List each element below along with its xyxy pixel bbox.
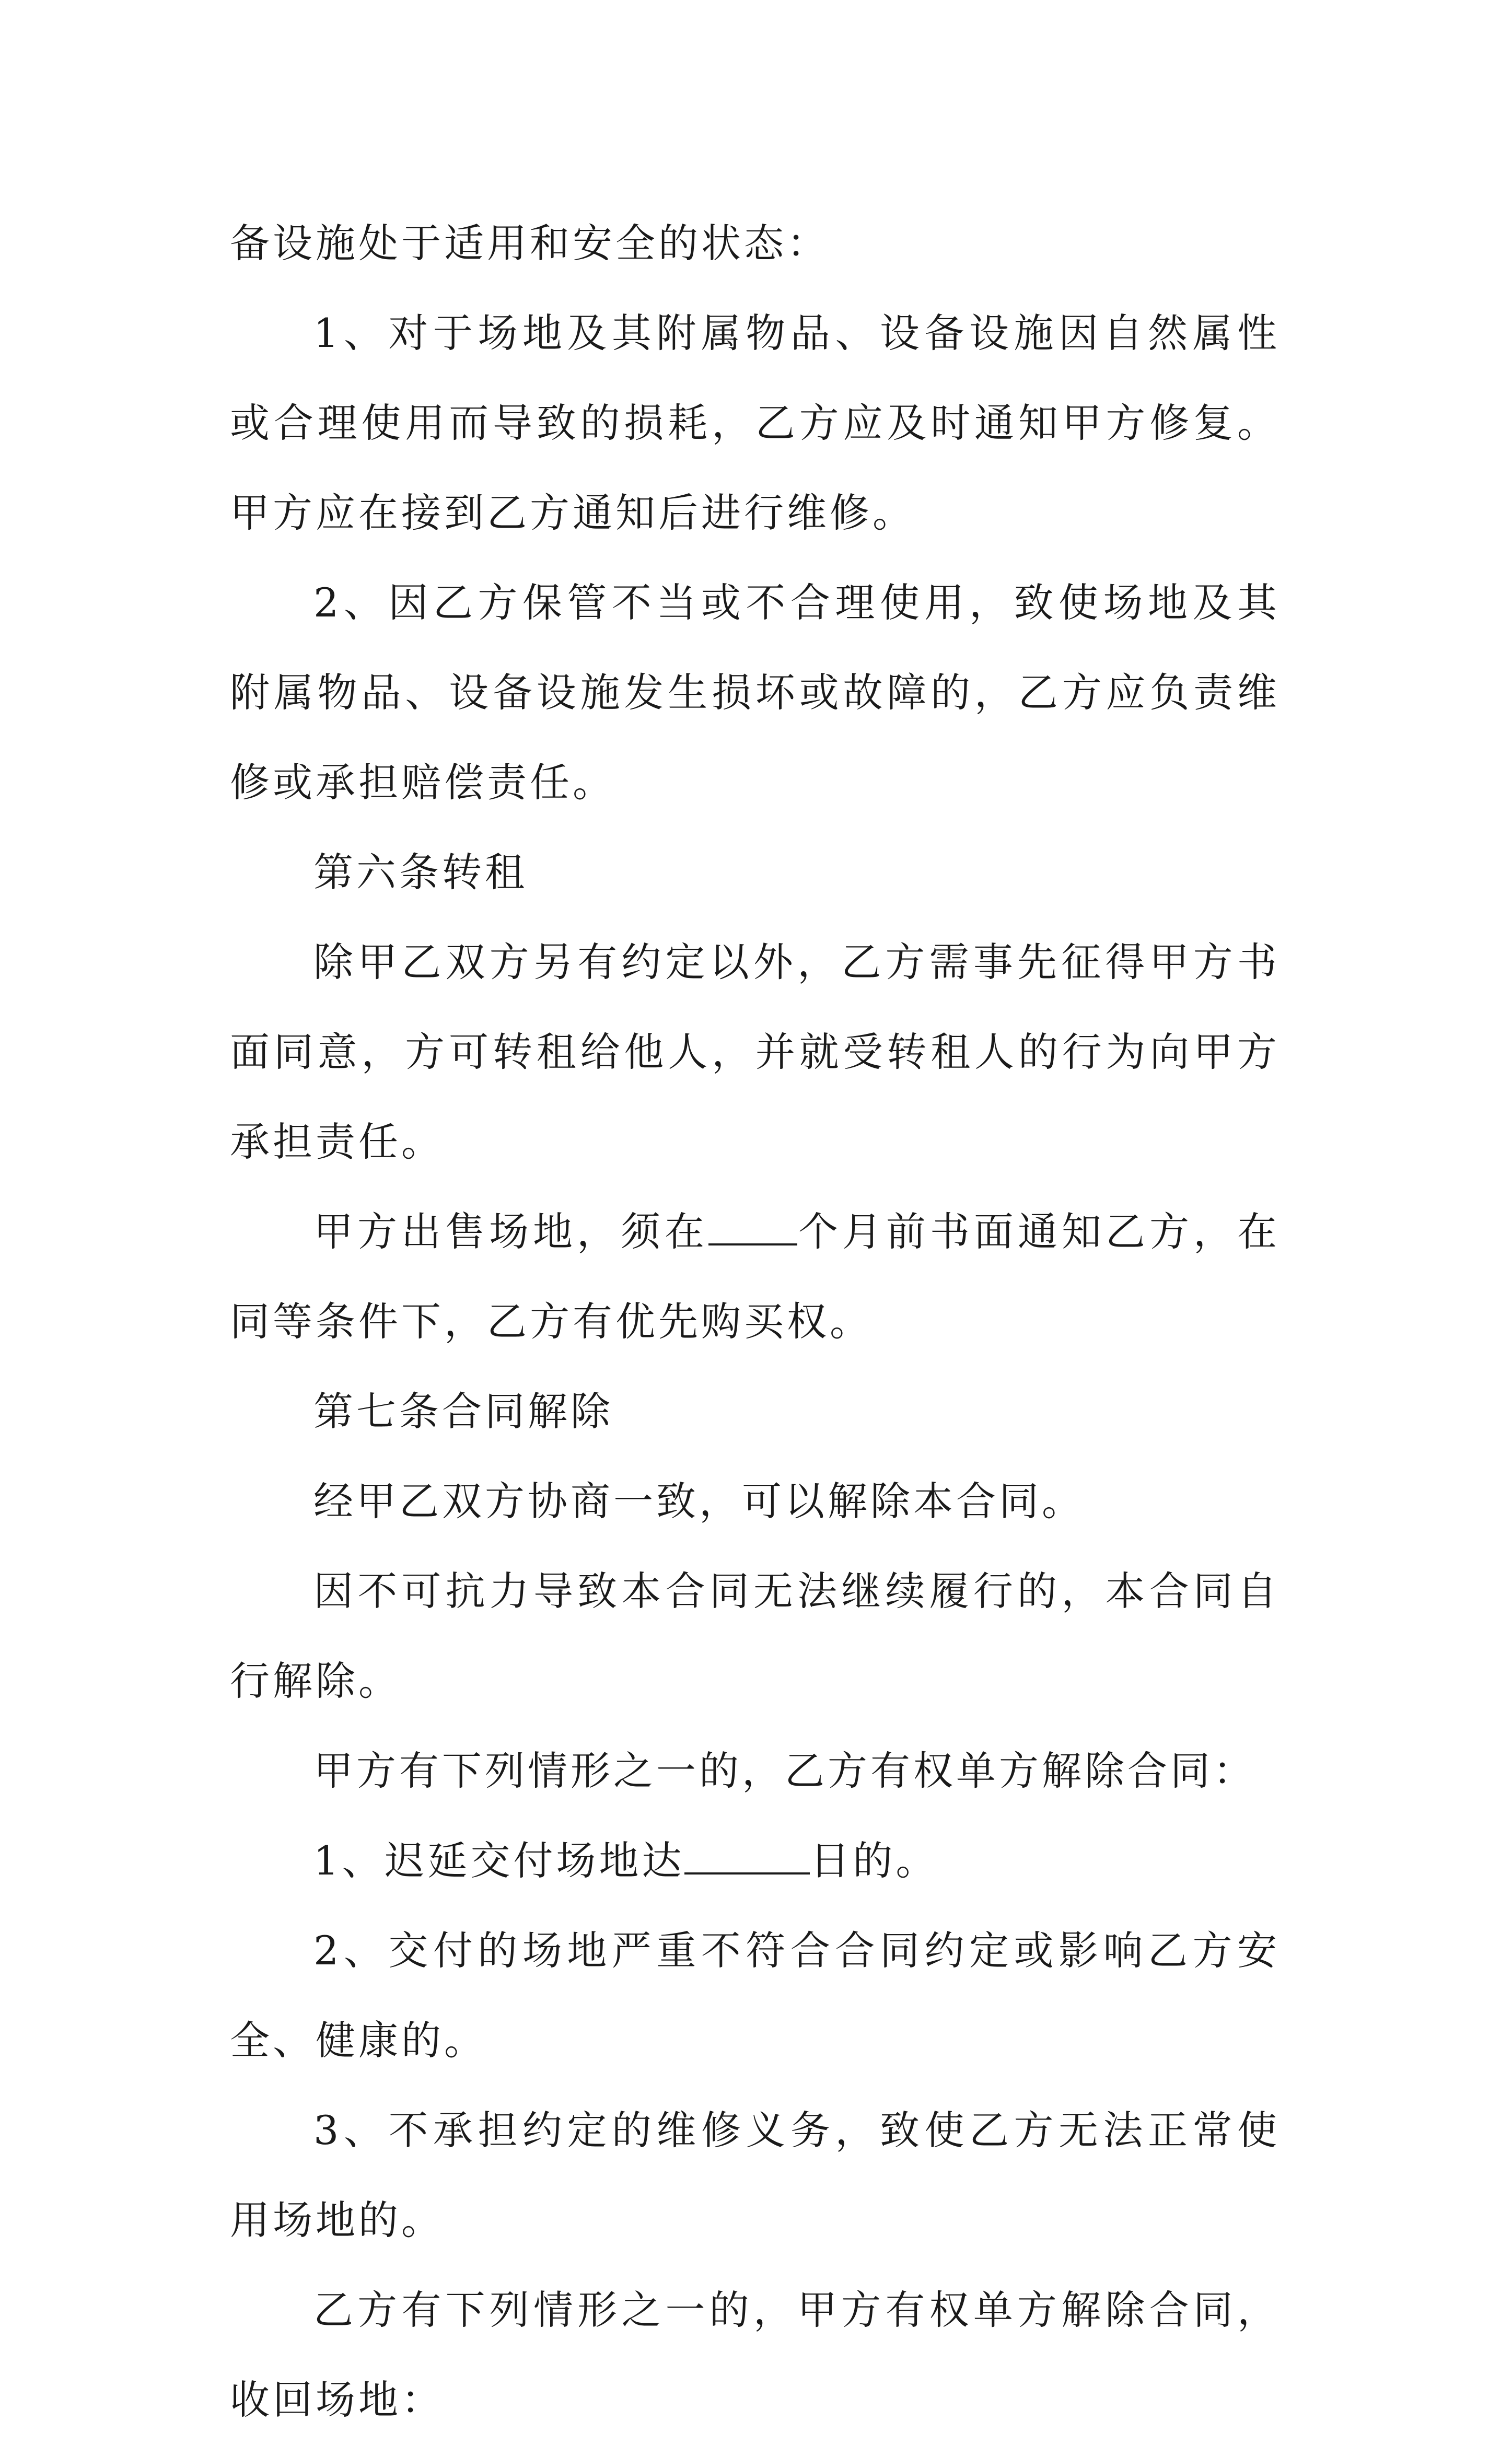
months-blank-field[interactable] xyxy=(708,1206,797,1245)
sale-notice-text-before: 甲方出售场地，须在 xyxy=(313,1208,708,1255)
article-heading-termination: 第七条合同解除 xyxy=(313,1388,613,1435)
paragraph-no-repair-duty: 3、不承担约定的维修义务，致使乙方无法正常使用场地的。 xyxy=(230,2107,1280,2243)
paragraph-lessee-termination-rights: 甲方有下列情形之一的，乙方有权单方解除合同： xyxy=(313,1748,1256,1794)
delayed-delivery-text-after: 日的。 xyxy=(810,1837,939,1884)
paragraph-natural-wear-repair: 1、对于场地及其附属物品、设备设施因自然属性或合理使用而导致的损耗，乙方应及时通知甲方修复。甲方应在接到乙方通知后进行维修。 xyxy=(230,310,1280,536)
paragraph-sale-notice xyxy=(230,1187,1280,1367)
paragraph-force-majeure: 因不可抗力导致本合同无法继续履行的，本合同自行解除。 xyxy=(230,1568,1280,1704)
paragraph-sublease-consent: 除甲乙双方另有约定以外，乙方需事先征得甲方书面同意，方可转租给他人，并就受转租人的行为向甲方承担责任。 xyxy=(230,939,1280,1165)
sale-notice-text-after: 个月前书面通知乙方，在同等条件下，乙方有优先购买权。 xyxy=(230,1208,1280,1345)
delayed-delivery-text-before: 1、迟延交付场地达 xyxy=(313,1837,685,1884)
document-body xyxy=(230,199,1280,2445)
article-heading-sublease: 第六条转租 xyxy=(313,849,528,895)
days-blank-field[interactable] xyxy=(684,1835,810,1874)
paragraph-lessor-termination-rights: 乙方有下列情形之一的，甲方有权单方解除合同，收回场地： xyxy=(230,2287,1280,2423)
paragraph-mutual-termination: 经甲乙双方协商一致，可以解除本合同。 xyxy=(313,1478,1085,1524)
paragraph-improper-use-liability: 2、因乙方保管不当或不合理使用，致使场地及其附属物品、设备设施发生损坏或故障的，乙方应负责维修或承担赔偿责任。 xyxy=(230,579,1280,806)
paragraph-nonconforming-site: 2、交付的场地严重不符合合同约定或影响乙方安全、健康的。 xyxy=(230,1927,1280,2064)
paragraph-equipment-state: 备设施处于适用和安全的状态： xyxy=(230,220,830,266)
paragraph-delayed-delivery xyxy=(230,1816,1280,1906)
